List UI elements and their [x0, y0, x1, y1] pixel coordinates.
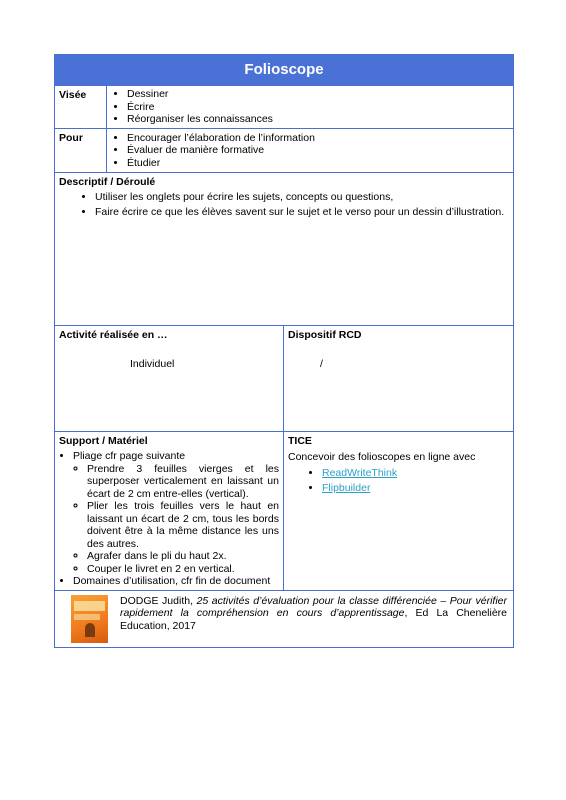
- pour-item: • Étudier: [127, 157, 509, 170]
- support-row: [55, 432, 513, 591]
- activite-label: Activité réalisée en …: [59, 329, 168, 341]
- flipbuilder-link[interactable]: Flipbuilder: [322, 482, 371, 494]
- descriptif-item: • Faire écrire ce que les élèves savent sur le sujet et le verso pour un dessin d’illustration.: [95, 205, 509, 220]
- vise-item: • Écrire: [127, 101, 509, 114]
- tice-label: TICE: [288, 435, 312, 447]
- vise-values: [107, 86, 513, 128]
- tice-link-item: [322, 481, 509, 496]
- support-subitem: ◦ Prendre 3 feuilles vierges et les superposer verticalement en laissant un écart de 2 cm entre-elles (vertical).: [87, 463, 279, 501]
- activite-row: [55, 326, 513, 432]
- support-label: Support / Matériel: [59, 435, 148, 447]
- tice-cell: [284, 432, 513, 590]
- activite-value: Individuel: [130, 358, 175, 370]
- pour-values: [107, 129, 513, 173]
- vise-label: Visée: [55, 86, 107, 128]
- pour-row: [55, 129, 513, 174]
- reference-publisher: , Ed La Chenelière Education, 2017: [120, 607, 507, 632]
- support-item-text: Pliage cfr page suivante: [73, 450, 186, 462]
- support-subitem: ◦ Couper le livret en 2 en vertical.: [87, 563, 279, 576]
- reference-text: [120, 595, 507, 633]
- pour-label: Pour: [55, 129, 107, 173]
- pour-item: • Évaluer de manière formative: [127, 144, 509, 157]
- reference-row: [55, 591, 513, 647]
- activite-cell: [55, 326, 284, 431]
- dispositif-cell: [284, 326, 513, 431]
- support-subitem: ◦ Agrafer dans le pli du haut 2x.: [87, 550, 279, 563]
- activity-sheet: [54, 54, 514, 648]
- tice-link-item: [322, 466, 509, 481]
- descriptif-item: • Utiliser les onglets pour écrire les sujets, concepts ou questions,: [95, 190, 509, 205]
- tice-text: Concevoir des folioscopes en ligne avec: [288, 451, 476, 463]
- dispositif-label: Dispositif RCD: [288, 329, 362, 341]
- sheet-title: Folioscope: [55, 55, 513, 86]
- vise-item: • Dessiner: [127, 88, 509, 101]
- dispositif-value: /: [320, 358, 323, 370]
- descriptif-label: Descriptif / Déroulé: [59, 176, 156, 188]
- reference-author: DODGE Judith,: [120, 594, 197, 607]
- readwritethink-link[interactable]: ReadWriteThink: [322, 467, 398, 479]
- book-cover-image: [71, 595, 108, 643]
- reference-title: 25 activités d’évaluation pour la classe différenciée – Pour vérifier rapidement la compréhension en cours d’apprentissage: [120, 594, 507, 619]
- pour-item: • Encourager l’élaboration de l’information: [127, 132, 509, 145]
- vise-row: [55, 86, 513, 129]
- support-item: [73, 450, 279, 575]
- support-cell: [55, 432, 284, 590]
- descriptif-row: [55, 173, 513, 326]
- vise-item: • Réorganiser les connaissances: [127, 113, 509, 126]
- support-subitem: ◦ Plier les trois feuilles vers le haut en laissant un écart de 2 cm, tous les bords doivent être à la même distance les uns des autres.: [87, 500, 279, 550]
- support-item: • Domaines d’utilisation, cfr fin de document: [73, 575, 279, 588]
